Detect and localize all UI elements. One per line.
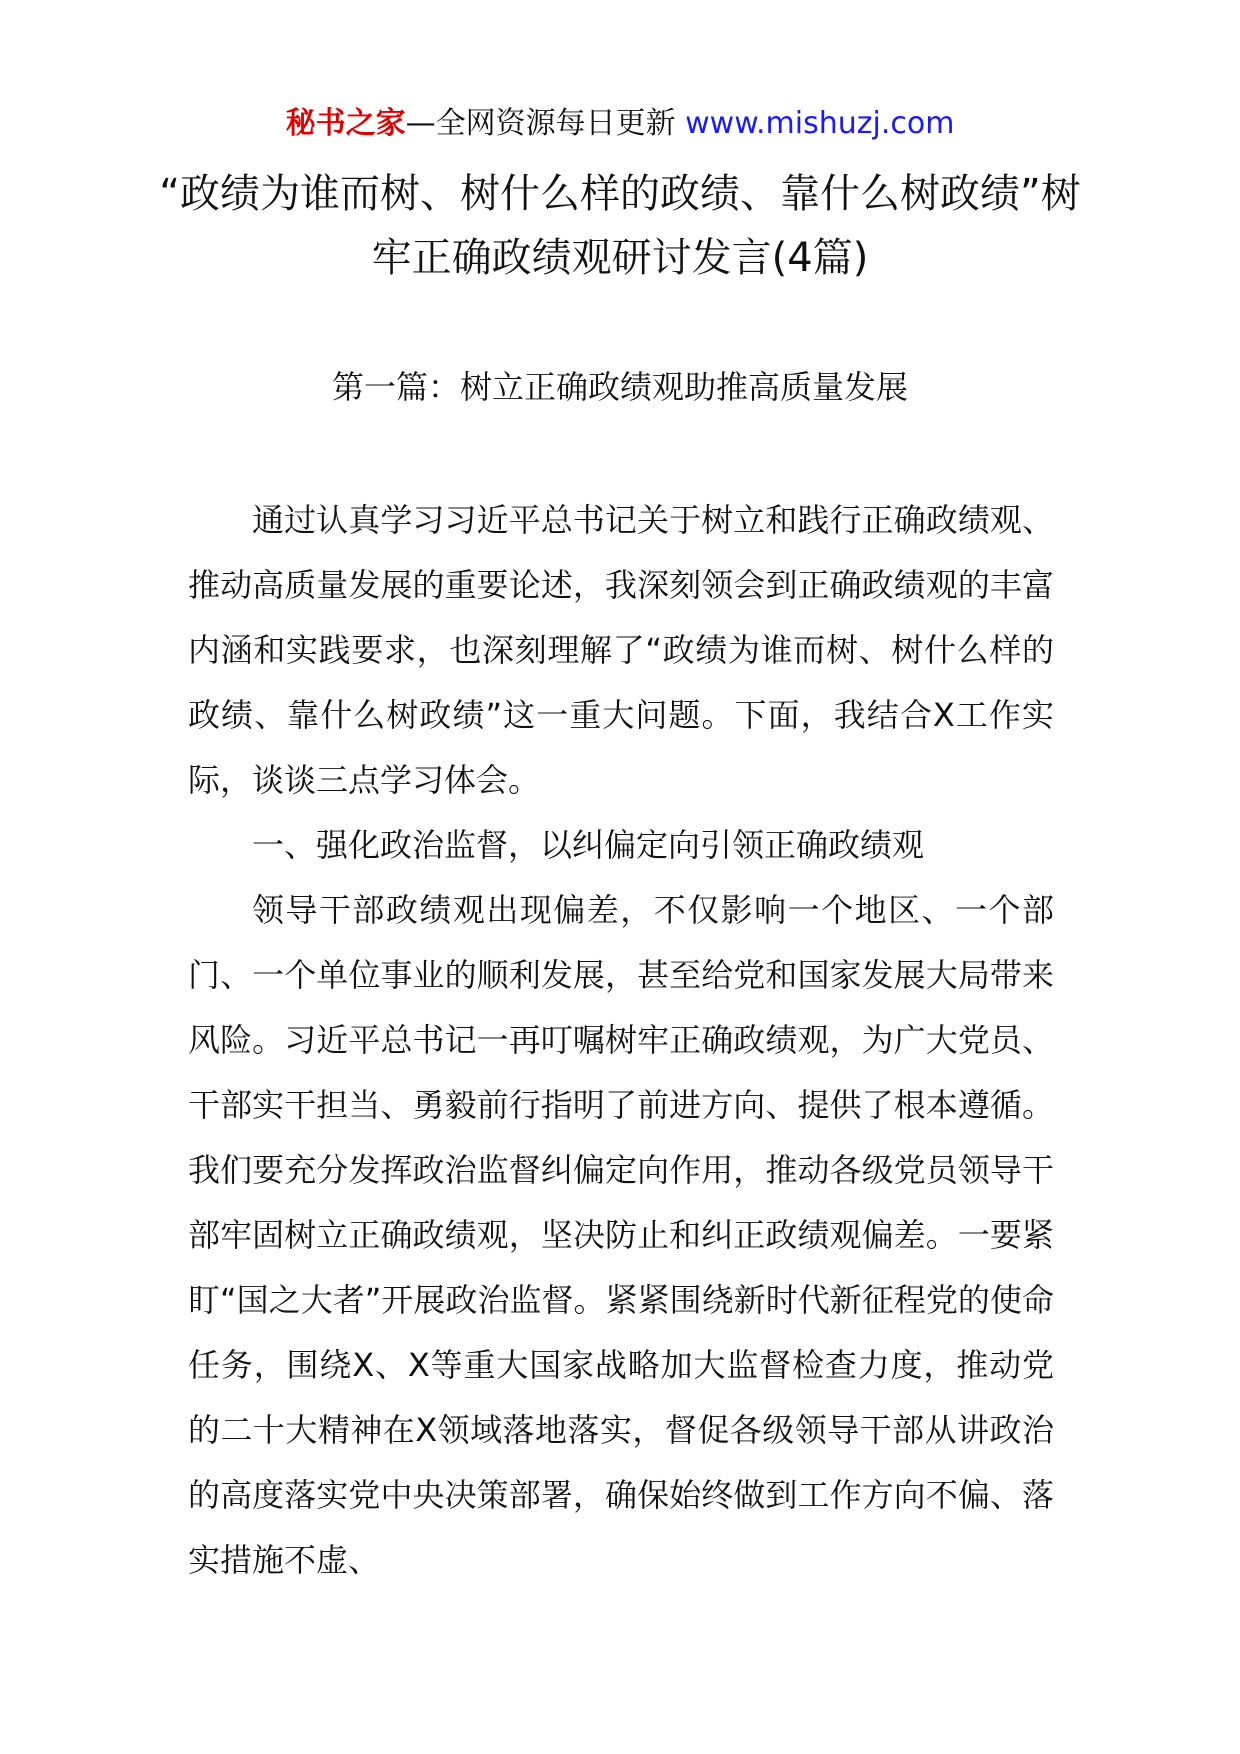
- paragraph-intro: 通过认真学习习近平总书记关于树立和践行正确政绩观、推动高质量发展的重要论述，我深刻领会到正确政绩观的丰富内涵和实践要求，也深刻理解了“政绩为谁而树、树什么样的政绩、靠什么树政绩”这一重大问题。下面，我结合X工作实际，谈谈三点学习体会。: [188, 501, 1054, 799]
- brand-name: 秘书之家: [285, 106, 406, 141]
- paragraph-body: 领导干部政绩观出现偏差，不仅影响一个地区、一个部门、一个单位事业的顺利发展，甚至给党和国家发展大局带来风险。习近平总书记一再叮嘱树牢正确政绩观，为广大党员、干部实干担当、勇毅前行指明了前进方向、提供了根本遵循。我们要充分发挥政治监督纠偏定向作用，推动各级党员领导干部牢固树立正确政绩观，坚决防止和纠正政绩观偏差。一要紧盯“国之大者”开展政治监督。紧紧围绕新时代新征程党的使命任务，围绕X、X等重大国家战略加大监督检查力度，推动党的二十大精神在X领域落地落实，督促各级领导干部从讲政治的高度落实党中央决策部署，确保始终做到工作方向不偏、落实措施不虚、: [188, 891, 1054, 1579]
- document-title: “政绩为谁而树、树什么样的政绩、靠什么树政绩”树牢正确政绩观研讨发言(4篇): [159, 171, 1081, 281]
- site-url-link[interactable]: www.mishuzj.com: [685, 106, 955, 141]
- section-subtitle: 第一篇：树立正确政绩观助推高质量发展: [331, 368, 908, 406]
- paragraph-heading-one: 一、强化政治监督，以纠偏定向引领正确政绩观: [252, 826, 925, 864]
- site-header: [0, 104, 1240, 144]
- header-slogan: —全网资源每日更新: [405, 106, 686, 141]
- body-text: [188, 488, 1054, 1593]
